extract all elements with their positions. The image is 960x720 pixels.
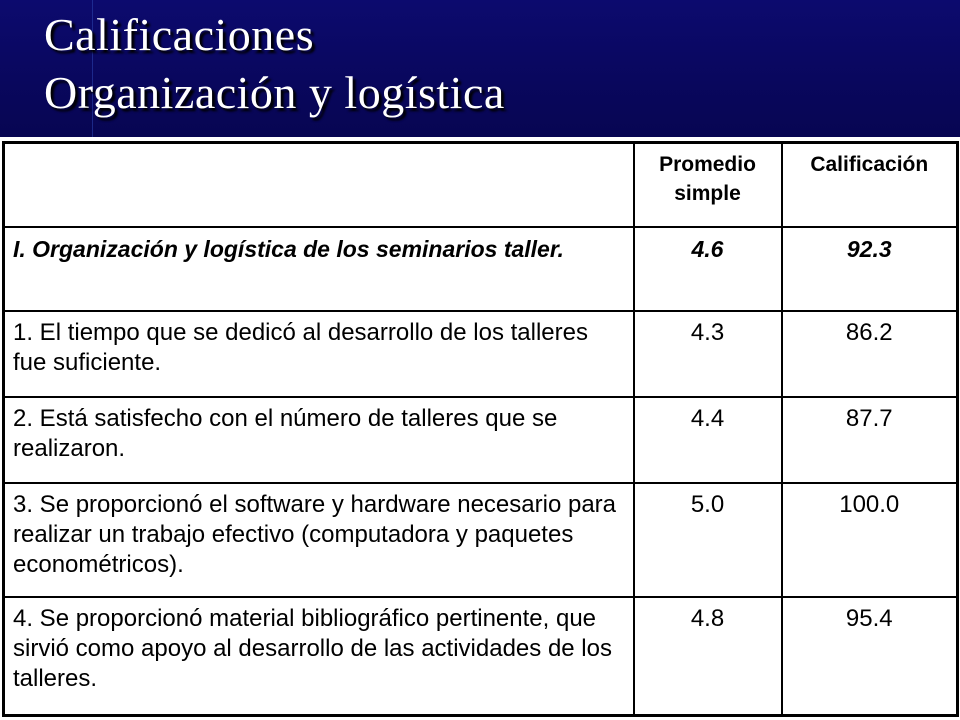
slide-title-line-2: Organización y logística — [44, 67, 505, 118]
header-cell-promedio: Promedio simple — [634, 143, 782, 228]
row-calificacion: 100.0 — [782, 483, 958, 597]
table-row — [4, 397, 958, 483]
row-calificacion: 86.2 — [782, 311, 958, 397]
table-row — [4, 311, 958, 397]
table-row — [4, 597, 958, 716]
row-promedio: 4.6 — [634, 227, 782, 311]
ratings-table-container — [2, 141, 956, 717]
row-promedio: 5.0 — [634, 483, 782, 597]
table-row-section — [4, 227, 958, 311]
ratings-table — [2, 141, 959, 717]
table-header-row — [4, 143, 958, 228]
row-promedio: 4.8 — [634, 597, 782, 716]
row-promedio: 4.3 — [634, 311, 782, 397]
row-label: 3. Se proporcionó el software y hardware necesario para realizar un trabajo efectivo (computadora y paquetes econométricos). — [4, 483, 634, 597]
row-label: 2. Está satisfecho con el número de talleres que se realizaron. — [4, 397, 634, 483]
table-row — [4, 483, 958, 597]
header-cell-calificacion: Calificación — [782, 143, 958, 228]
slide-title-line-1: Calificaciones — [44, 9, 315, 60]
row-calificacion: 92.3 — [782, 227, 958, 311]
row-label: I. Organización y logística de los seminarios taller. — [4, 227, 634, 311]
header-cell-empty — [4, 143, 634, 228]
slide-title — [44, 6, 505, 122]
row-promedio: 4.4 — [634, 397, 782, 483]
row-label: 4. Se proporcionó material bibliográfico pertinente, que sirvió como apoyo al desarrollo de las actividades de los talleres. — [4, 597, 634, 716]
row-label: 1. El tiempo que se dedicó al desarrollo de los talleres fue suficiente. — [4, 311, 634, 397]
row-calificacion: 87.7 — [782, 397, 958, 483]
slide-header — [0, 0, 960, 137]
row-calificacion: 95.4 — [782, 597, 958, 716]
